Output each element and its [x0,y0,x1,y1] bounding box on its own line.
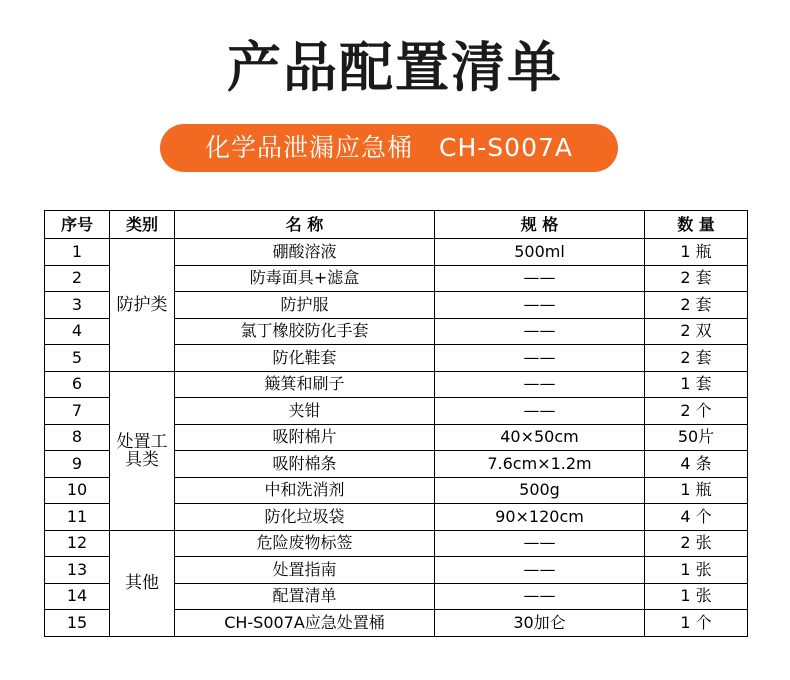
item-qty: 1 瓶 [645,477,748,504]
item-spec: —— [435,318,645,345]
item-name: 防护服 [175,292,435,319]
item-qty: 1 瓶 [645,239,748,266]
row-number: 9 [45,451,110,478]
item-name: 防化鞋套 [175,345,435,372]
item-name: 氯丁橡胶防化手套 [175,318,435,345]
item-name: 硼酸溶液 [175,239,435,266]
item-spec: —— [435,583,645,610]
item-spec: —— [435,371,645,398]
item-spec: 7.6cm×1.2m [435,451,645,478]
table-row [45,371,748,398]
header-spec: 规 格 [435,211,645,239]
item-name: 危险废物标签 [175,530,435,557]
item-spec: —— [435,398,645,425]
item-spec: —— [435,345,645,372]
item-name: 吸附棉条 [175,451,435,478]
header-no: 序号 [45,211,110,239]
item-spec: —— [435,530,645,557]
item-name: CH-S007A应急处置桶 [175,610,435,637]
category-cell: 处置工具类 [110,371,175,530]
config-table [44,210,748,637]
item-qty: 2 套 [645,265,748,292]
item-qty: 2 双 [645,318,748,345]
row-number: 8 [45,424,110,451]
item-name: 处置指南 [175,557,435,584]
row-number: 4 [45,318,110,345]
row-number: 10 [45,477,110,504]
item-spec: 90×120cm [435,504,645,531]
product-name-badge: 化学品泄漏应急桶 CH-S007A [160,124,618,172]
row-number: 13 [45,557,110,584]
item-name: 防化垃圾袋 [175,504,435,531]
row-number: 15 [45,610,110,637]
item-qty: 1 张 [645,557,748,584]
row-number: 11 [45,504,110,531]
item-qty: 2 套 [645,292,748,319]
row-number: 7 [45,398,110,425]
row-number: 12 [45,530,110,557]
item-qty: 4 个 [645,504,748,531]
item-spec: —— [435,265,645,292]
table-row [45,239,748,266]
row-number: 14 [45,583,110,610]
category-cell: 防护类 [110,239,175,372]
table-header-row [45,211,748,239]
item-spec: 40×50cm [435,424,645,451]
item-qty: 1 张 [645,583,748,610]
header-category: 类别 [110,211,175,239]
item-qty: 50片 [645,424,748,451]
row-number: 6 [45,371,110,398]
item-name: 中和洗消剂 [175,477,435,504]
item-spec: 500g [435,477,645,504]
item-name: 簸箕和刷子 [175,371,435,398]
header-name: 名 称 [175,211,435,239]
item-qty: 1 套 [645,371,748,398]
row-number: 3 [45,292,110,319]
item-qty: 2 套 [645,345,748,372]
item-spec: 500ml [435,239,645,266]
item-name: 夹钳 [175,398,435,425]
item-spec: —— [435,557,645,584]
item-name: 吸附棉片 [175,424,435,451]
table-row [45,530,748,557]
category-cell: 其他 [110,530,175,636]
row-number: 5 [45,345,110,372]
item-name: 配置清单 [175,583,435,610]
item-spec: 30加仑 [435,610,645,637]
item-name: 防毒面具+滤盒 [175,265,435,292]
item-qty: 2 个 [645,398,748,425]
item-spec: —— [435,292,645,319]
header-qty: 数 量 [645,211,748,239]
row-number: 1 [45,239,110,266]
item-qty: 1 个 [645,610,748,637]
item-qty: 4 条 [645,451,748,478]
item-qty: 2 张 [645,530,748,557]
row-number: 2 [45,265,110,292]
page-title: 产品配置清单 [227,36,563,99]
